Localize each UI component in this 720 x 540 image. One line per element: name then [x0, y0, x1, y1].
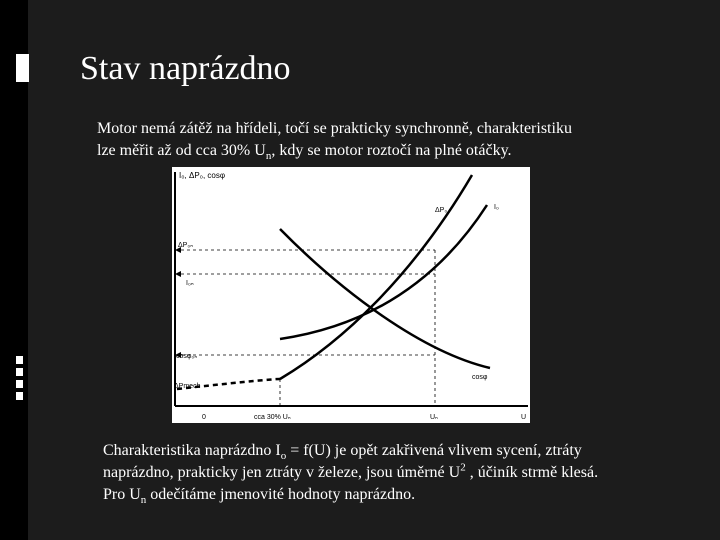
no-load-characteristic-graph [172, 167, 530, 423]
side-square-3 [16, 380, 23, 388]
curve-dp0 [280, 175, 472, 379]
intro-line-1: Motor nemá zátěž na hřídeli, točí se prakticky synchronně, charakteristiku [97, 120, 572, 137]
side-square-2 [16, 368, 23, 376]
tick-i0n: I₀ₙ [186, 280, 194, 287]
body-line-1-a: Charakteristika naprázdno I [103, 442, 281, 459]
slide-title: Stav naprázdno [80, 50, 291, 87]
body-paragraph [103, 440, 598, 506]
tick-x-0: 0 [202, 414, 206, 421]
body-line-3-sub: n [140, 494, 147, 507]
body-line-2 [103, 462, 598, 484]
intro-line-2 [97, 140, 572, 162]
body-line-3-a: Pro U [103, 486, 141, 503]
body-line-2-b: , účiník strmě klesá. [465, 464, 599, 481]
bullet-square-decoration [16, 54, 29, 82]
body-line-3 [103, 484, 598, 506]
tick-x-un: Uₙ [430, 414, 438, 421]
body-line-1 [103, 440, 598, 462]
y-axis-title: I₀, ΔP₀, cosφ [179, 171, 226, 180]
body-line-1-sub: o [280, 450, 287, 463]
side-squares-decoration [16, 356, 23, 364]
intro-paragraph [97, 118, 572, 162]
body-line-3-b: odečítáme jmenovité hodnoty naprázdno. [146, 486, 416, 503]
curve-i0 [280, 205, 487, 339]
intro-line-2-sub: n [265, 150, 272, 163]
side-square-4 [16, 392, 23, 400]
intro-line-2-a: lze měřit až od cca 30% U [97, 142, 266, 159]
tick-x-u: U [521, 414, 527, 421]
body-line-2-sup: 2 [460, 461, 466, 474]
tick-cos: cosφ₀ₙ [176, 353, 198, 360]
label-curve-i0: I₀ [494, 204, 499, 211]
tick-dpmech: ΔPmech [174, 383, 201, 390]
body-line-1-b: = f(U) je opět zakřivená vlivem sycení, ztráty [286, 442, 582, 459]
intro-line-2-b: , kdy se motor roztočí na plné otáčky. [271, 142, 512, 159]
graph-svg [172, 167, 530, 423]
tick-dp0n: ΔP₀ₙ [178, 242, 194, 249]
tick-x-30pct: cca 30% Uₙ [254, 414, 291, 421]
label-curve-dp0: ΔP₀ [435, 207, 448, 214]
label-curve-cosphi: cosφ [472, 374, 488, 381]
body-line-2-a: naprázdno, prakticky jen ztráty v železe, jsou úměrné U [103, 464, 461, 481]
